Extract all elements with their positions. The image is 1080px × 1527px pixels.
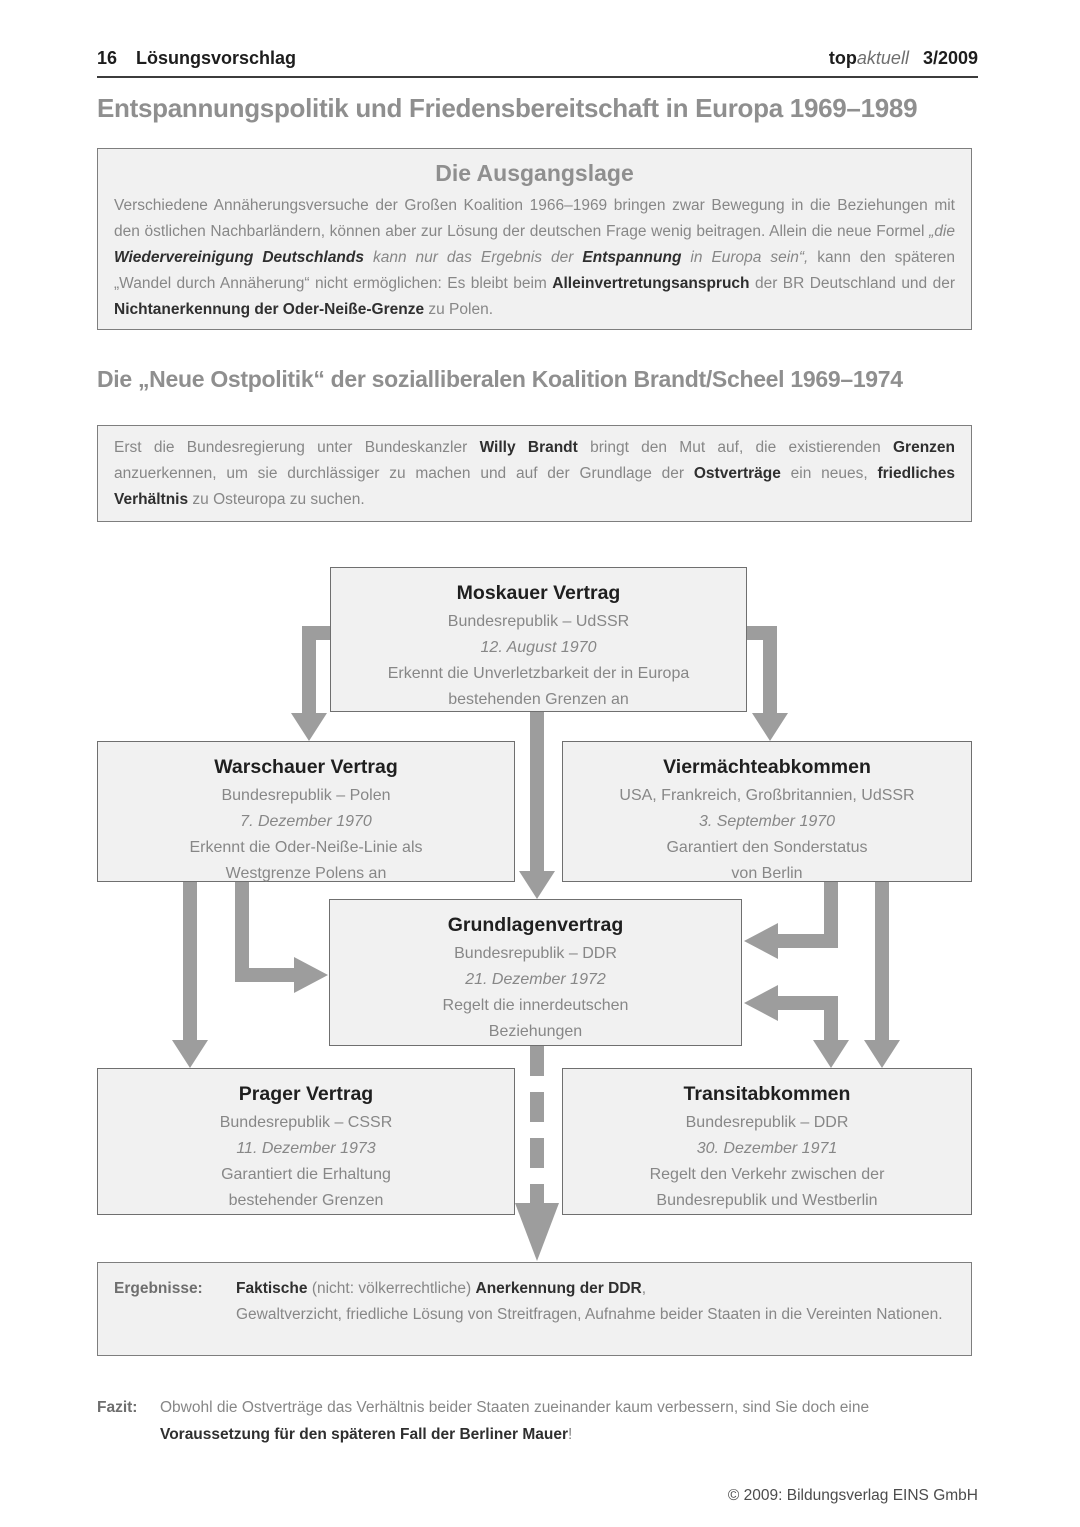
fazit-text: Obwohl die Ostverträge das Verhältnis beider Staaten zueinander kaum verbessern, sind Sie doch eine Voraussetzung für den späteren Fall der Berliner Mauer! [160, 1399, 870, 1443]
ergebnisse-label: Ergebnisse: [114, 1280, 203, 1297]
treaty-parties: Bundesrepublik – DDR [685, 1114, 849, 1131]
treaty-parties: Bundesrepublik – Polen [221, 787, 391, 804]
ostpolitik-heading: Die „Neue Ostpolitik“ der sozialliberalen Koalition Brandt/Scheel 1969–1974 [97, 366, 903, 392]
arrow-moskauer-warschauer [309, 633, 330, 715]
treaty-box-moskauer [330, 567, 747, 712]
header-rule [97, 76, 978, 78]
brand-aktuell: aktuell [856, 48, 909, 68]
ausgangslage-box [97, 148, 972, 330]
treaty-box-transit [562, 1068, 972, 1215]
ergebnisse-line2: Gewaltverzicht, friedliche Lösung von Streitfragen, Aufnahme beider Staaten in die Vereinten Nationen. [236, 1306, 943, 1323]
treaty-description: Erkennt die Oder-Neiße-Linie als Westgrenze Polens an [189, 839, 423, 882]
treaty-description: Garantiert die Erhaltung bestehender Grenzen [221, 1166, 391, 1209]
treaty-parties: Bundesrepublik – CSSR [219, 1114, 393, 1131]
treaty-title: Moskauer Vertrag [456, 582, 621, 604]
page-title: Entspannungspolitik und Friedensbereitschaft in Europa 1969–1989 [97, 93, 918, 123]
treaty-parties: Bundesrepublik – DDR [454, 945, 617, 962]
arrow-moskauer-viermaechte [747, 633, 770, 715]
page-footer: © 2009: Bildungsverlag EINS GmbH [727, 1487, 978, 1504]
treaty-title: Grundlagenvertrag [447, 914, 624, 936]
ergebnisse-box [97, 1262, 972, 1356]
ostpolitik-paragraph: Erst die Bundesregierung unter Bundeskanzler Willy Brandt bringt den Mut auf, die existierenden Grenzen anzuerkennen, um sie durchlässiger zu machen und auf der Grundlage der Ostverträge ein neues, friedliches Verhältnis zu Osteuropa zu suchen. [114, 439, 955, 508]
fazit-label: Fazit: [97, 1399, 138, 1416]
treaty-box-warschauer [97, 741, 515, 882]
ergebnisse-line1: Faktische (nicht: völkerrechtliche) Anerkennung der DDR, [236, 1280, 647, 1297]
treaty-box-prager [97, 1068, 515, 1215]
treaty-date: 30. Dezember 1971 [696, 1140, 838, 1157]
fazit [97, 1394, 978, 1448]
treaty-description: Erkennt die Unverletzbarkeit der in Europa bestehenden Grenzen an [387, 665, 690, 708]
ausgangslage-title: Die Ausgangslage [435, 160, 634, 186]
treaty-parties: Bundesrepublik – UdSSR [447, 613, 630, 630]
treaty-description: Garantiert den Sonderstatus von Berlin [666, 839, 868, 882]
brand [829, 48, 978, 69]
treaty-title: Prager Vertrag [238, 1083, 374, 1105]
treaty-box-grundlagen [329, 899, 742, 1046]
treaty-parties: USA, Frankreich, Großbritannien, UdSSR [619, 787, 915, 804]
ausgangslage-paragraph: Verschiedene Annäherungsversuche der Großen Koalition 1966–1969 bringen zwar Bewegung in die Beziehungen mit den östlichen Nachbarländern, können aber zur Lösung der deutschen Frage wenig beitragen. Allein die neue Formel „die Wiedervereinigung Deutschlands kann nur das Ergebnis der Entspannung in Europa sein“, kann den späteren „Wandel durch Annäherung“ nicht ermöglichen: Es bleibt beim Alleinvertretungsanspruch der BR Deutschland und der Nichtanerkennung der Oder-Neiße-Grenze zu Polen. [114, 197, 955, 318]
arrow-warschauer-grundlagen [242, 882, 296, 975]
header-section-title: Lösungsvorschlag [136, 48, 297, 68]
treaty-title: Viermächteabkommen [663, 756, 871, 778]
treaty-date: 7. Dezember 1970 [240, 813, 372, 830]
treaty-date: 3. September 1970 [698, 813, 836, 830]
treaty-description: Regelt die innerdeutschen Beziehungen [442, 997, 629, 1040]
arrow-grundlagen-transit [776, 1003, 831, 1042]
treaty-title: Transitabkommen [683, 1083, 851, 1105]
treaty-description: Regelt den Verkehr zwischen der Bundesrepublik und Westberlin [649, 1166, 885, 1209]
treaty-date: 11. Dezember 1973 [236, 1140, 376, 1157]
treaty-title: Warschauer Vertrag [214, 756, 398, 778]
page-number: 16 [97, 48, 118, 68]
treaty-box-viermaechte [562, 741, 972, 882]
brand-top: top [828, 48, 857, 68]
treaty-date: 21. Dezember 1972 [465, 971, 606, 988]
ergebnisse-text [236, 1276, 955, 1342]
arrow-viermaechte-grundlagen [776, 882, 831, 941]
issue-number: 3/2009 [922, 48, 978, 68]
treaty-date: 12. August 1970 [480, 639, 597, 656]
ostpolitik-box [97, 425, 972, 522]
